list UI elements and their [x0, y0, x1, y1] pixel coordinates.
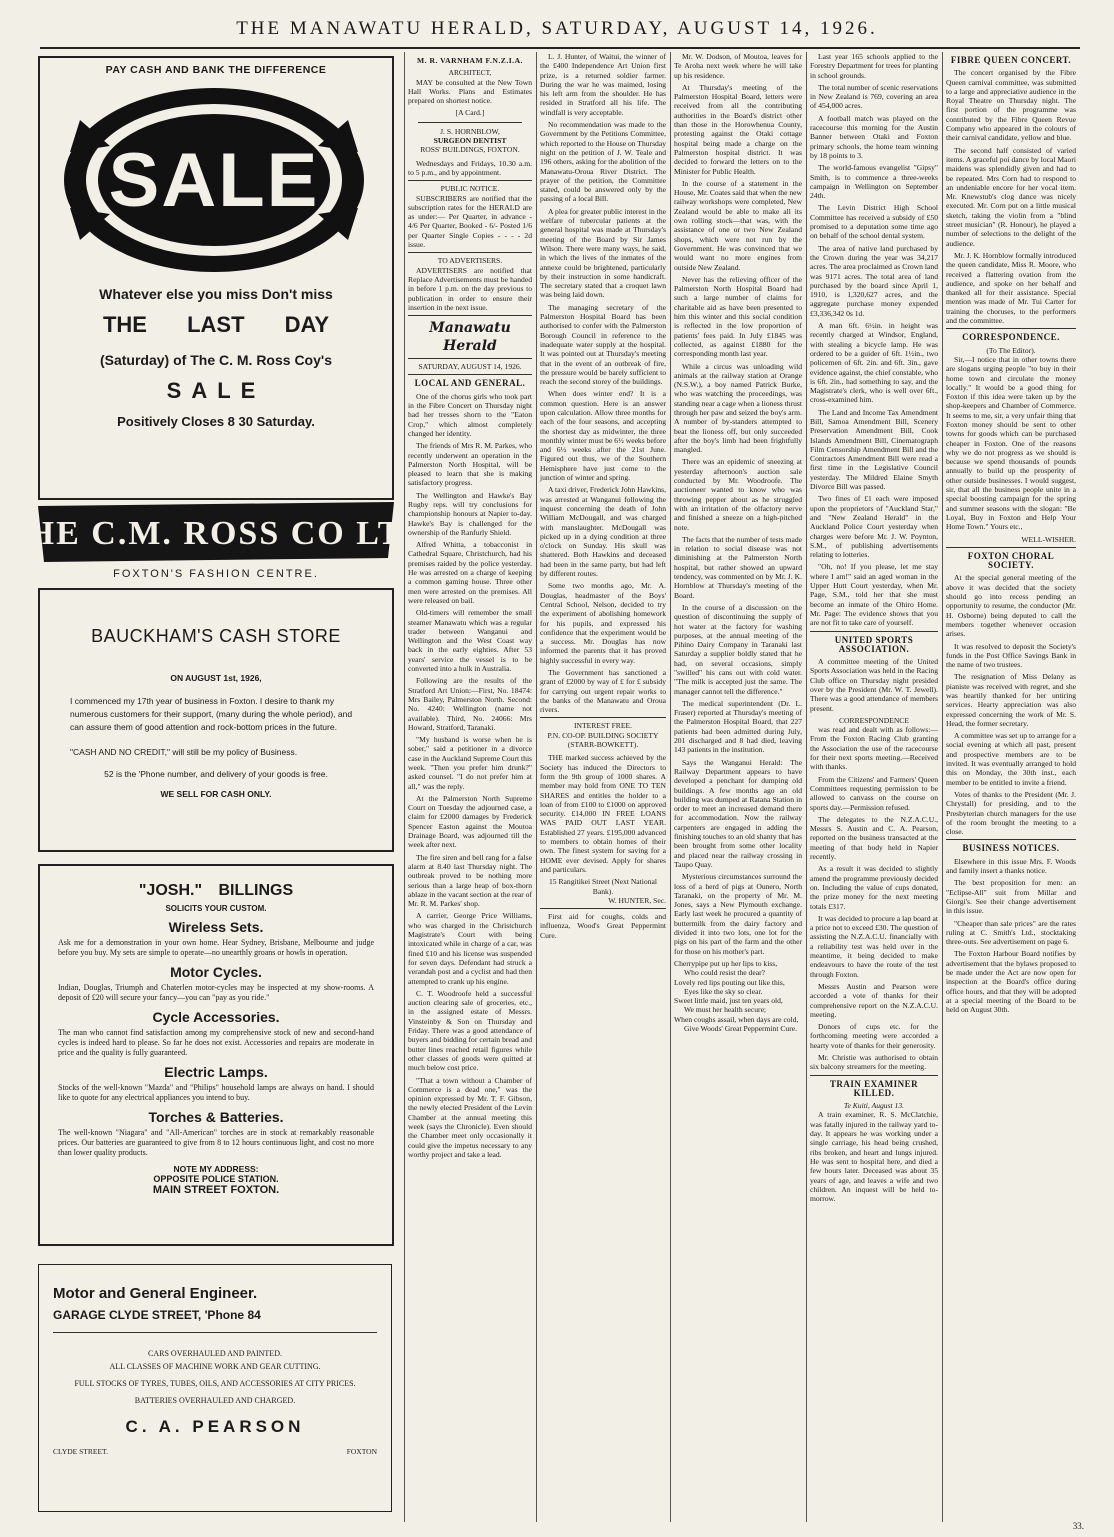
news-item: Alfred Whitta, a tobacconist in Cathedral Square, Christchurch, had his premises raided by the police yesterday. He was arrested on a charge of keeping a common gaming house. Three other men were arrested on the premises. All were released on bail. [408, 540, 532, 605]
ross-line1: Whatever else you miss Don't miss [99, 286, 333, 302]
news-item: was read and dealt with as follows:— From the Foxton Racing Club granting the Association the use of the racecourse for their next sports meeting.—Received with thanks. [810, 725, 938, 772]
news-item: As a result it was decided to slightly amend the programme previously decided on. Including the value of cups donated, the prize money for the next meeting totals £317. [810, 864, 938, 911]
local-general-heading: LOCAL AND GENERAL. [414, 378, 526, 389]
letter-signature: WELL-WISHER. [1021, 534, 1076, 544]
news-item: The second half consisted of varied items. A graceful poi dance by local Maori maidens was splendidly given and had to be repeated. Mrs Corn had to respond to an undeniable encore for her vocal item. Mr. Knewstub's clog dance was nicely executed. Mr. Corn put on a little musical sketch, taking the violin from a "blind street musician" (R. Honour), he played a number of selections to the delight of the audience. [946, 145, 1076, 248]
business-notices-heading: BUSINESS NOTICES. [962, 843, 1060, 854]
ross-line3: (Saturday) of The C. M. Ross Coy's [99, 352, 333, 368]
masthead-rule [40, 47, 1080, 49]
news-item: The friends of Mrs R. M. Parkes, who recently underwent an operation in the Palmerston North Hospital, will be pleased to learn that she is making satisfactory progress. [408, 441, 532, 488]
news-item: One of the chorus girls who took part in the Fibre Concert on Thursday night had her tresses shorn to the "Eaton Crop," which almost completely changed her identity. [408, 391, 532, 438]
news-item: Never has the relieving officer of the Palmerston North Hospital Board had such a large number of claims for charitable aid as have been presented to him this winter and this social condition is reflected in the low proportion of patients' fees paid. In July £1845 was collected, as against £1880 for the corresponding month last year. [674, 274, 802, 359]
rule [540, 908, 666, 909]
pearson-name: C. A. PEARSON [125, 1417, 305, 1436]
news-item: Mr. W. Dodson, of Moutoa, leaves for Te Aroha next week where he will take up his residence. [674, 52, 802, 80]
news-item: The fire siren and bell rang for a false alarm at 8.40 last Thursday night. The outbreak proved to be nothing more serious than a large heap of box-thorn ablaze in the vacant section at the rear of Mr. R. M. Parkes' shop. [408, 852, 532, 909]
poem-line: When coughs assail, when days are cold, [674, 1014, 799, 1024]
to-editor: (To The Editor). [986, 345, 1036, 355]
pearson-street: CLYDE STREET. [53, 1447, 108, 1456]
advertisers-text: ADVERTISERS are notified that Replace Advertisements must be handed in before 1 p.m. on the day previous to publication in order to ensure their insertion in the next issue. [408, 265, 532, 312]
poem-line: Cherrypipe put up her lips to kiss, [674, 958, 778, 968]
bauckham-cash: WE SELL FOR CASH ONLY. [160, 789, 272, 799]
public-notice-heading: PUBLIC NOTICE. [440, 184, 500, 194]
news-item: At Thursday's meeting of the Palmerston Hospital Board, letters were received from all the contributing authorities in the Board's district other than those in the Horowhenua County, protesting against the Otaki cottage hospital being made a charge on the Palmerston hospital district. It was decided to forward the letters on to the Minister for Public Health. [674, 82, 802, 176]
column-rule-5 [942, 52, 943, 1522]
cold-cure-line: First aid for coughs, colds and influenza, Wood's Great Peppermint Cure. [540, 912, 666, 940]
pearson-ad [38, 1264, 392, 1512]
news-item: The area of native land purchased by the Crown during the year was 34,217 acres. The area proclaimed as Crown land was 9171 acres. The total area of land purchased by the board since April 1, 1910, is 1,320,627 acres, and the aggregate purchase money expended £3,336,342 0s 1d. [810, 243, 938, 318]
page-number: 33. [1072, 1521, 1084, 1531]
news-item: "My husband is worse when he is sober," said a petitioner in a divorce case in the Auckland Supreme Court this week. "Then you prefer him drunk?" asked counsel. "I do not prefer him at all," was the reply. [408, 735, 533, 791]
electric-lamps-heading: Electric Lamps. [164, 1064, 268, 1080]
news-item: A carrier, George Price Williams, who was charged in the Christchurch Magistrate's Court with being intoxicated while in charge of a car, was fined £10 and his license was suspended for seven days. Defendant had struck a verandah post and a cyclist and had then attempted to crank up his engine. [408, 911, 532, 986]
billings-note: NOTE MY ADDRESS: [173, 1164, 259, 1174]
news-item: In the course of a statement in the House, Mr. Coates said that when the new railway workshops were completed, New Zealand would be able to make all its own rolling stock—that was, with the assistance of one or two New Zealand shops, which were not run by the Government. He was convinced that we would want no more engines from outside New Zealand. [674, 178, 803, 272]
cycle-accessories-heading: Cycle Accessories. [152, 1009, 280, 1025]
news-item: Last year 165 schools applied to the Forestry Department for trees for planting in school grounds. [810, 52, 938, 80]
pearson-l3: FULL STOCKS OF TYRES, TUBES, OILS, AND ACCESSORIES AT CITY PRICES. [74, 1379, 356, 1388]
news-item: A plea for greater public interest in the welfare of tubercular patients at the general hospital was made at Thursday's meeting of the Board by Sir James Wilson. There were many ways, he said, in which the lives of the inmates of the annexe could be brightened, particularly by their instruction in some handicraft. The secretary stated that a croquet lawn was being laid down. [540, 206, 666, 300]
bauckham-ad [38, 588, 394, 852]
varnham-role: ARCHITECT, [448, 68, 492, 78]
news-item: Says the Wanganui Herald: The Railway Department appears to have developed a penchant for dumping old buildings. A few months ago an old building was dumped at Ratana Station in order to meet an increased demand there for accommodation. Now the railway carpenters are engaged in adding the finishing touches to an old shanty that has been brought from some other locality and placed near the railway crossing in Taupo Quay. [674, 757, 802, 869]
date-line: SATURDAY, AUGUST 14, 1926. [418, 362, 522, 372]
news-item: The total number of scenic reservations in New Zealand is 769, covering an area of 454,000 acres. [810, 82, 938, 111]
news-item: Elsewhere in this issue Mrs. F. Woods and family insert a thanks notice. [946, 856, 1076, 876]
news-item: The delegates to the N.Z.A.C.U., Messrs S. Austin and C. A. Pearson, reported on the business transacted at the meeting of that body held in Napier recently. [810, 814, 938, 862]
bauckham-phone: 52 is the 'Phone number, and delivery of your goods is free. [104, 769, 328, 779]
pearson-town: FOXTON [346, 1447, 377, 1456]
hornblow-hours: Wednesdays and Fridays, 10.30 a.m. to 5 p.m., and by appointment. [408, 158, 532, 177]
news-item: The Levin District High School Committee has received a subsidy of £50 promised to a deputation some time ago on behalf of the school dental system. [810, 203, 938, 241]
sale-word: SALE [108, 138, 320, 223]
poem-line: Lovely red lips pouting out like this, [674, 977, 785, 987]
sale-burst-graphic [40, 80, 388, 280]
news-item: Donors of cups etc. for the forthcoming meeting were accorded a hearty vote of thanks for their generosity. [810, 1022, 938, 1050]
fibre-queen-heading: FIBRE QUEEN CONCERT. [950, 55, 1072, 65]
column-6 [946, 52, 1076, 1522]
poem-line: Eyes like the sky so clear. [684, 986, 763, 996]
electric-lamps-text: Stocks of the well-known "Mazda" and "Philips" household lamps are always on hand. I should like to quote for any electrical appliances you intend to buy. [58, 1083, 374, 1102]
bauckham-title: BAUCKHAM'S CASH STORE [91, 626, 341, 646]
news-item: Two fines of £1 each were imposed upon the proprietors of "Auckland Star," and "New Zealand Herald" in the Auckland Police Court yesterday when charges were before Mr. J. W. Poynton, S.M., of publishing advertisements relating to lotteries. [810, 494, 938, 560]
column-4 [674, 52, 802, 1522]
rule [810, 1075, 938, 1076]
rule [408, 358, 532, 359]
news-item: It was resolved to deposit the Society's funds in the Post Office Savings Bank in the name of two trustees. [946, 641, 1076, 670]
news-item: A committee meeting of the United Sports Association was held in the Racing Club office on Thursday night presided over by the President (Mr. W. T. Jewell). There was a good attendance of members present. [810, 657, 938, 713]
news-item: The Wellington and Hawke's Bay Rugby reps. will try conclusions for championship honours at Napier to-day. Hawke's Bay is challenged for the ownership of the Ranfurly Shield. [408, 490, 532, 537]
news-item: "Cheaper than sale prices" are the rates ruling at C. Smith's Ltd., stocktaking three-outs. See advertisement on page 6. [946, 918, 1076, 947]
letter-text: Sir,—I notice that in other towns there are slogans urging people "to buy in their home town and circulate the money locally." It would be a good thing for Foxton if this idea were taken up by the shop-keepers and Chamber of Commerce. It seems to me, sir, a very unfair thing that Foxton money should be sent to other towns for goods which can be purchased cheaper in Foxton. One of the reasons why we do not progress as we should is because we spend thousands of pounds annually to build up the prosperity of other outside businesses. I would suggest, sir, that all the business people unite in a special boosting campaign for the spring and summer seasons with the slogan: "Be Loyal, Buy in Foxton and Help Your Home Town." Yours etc., [946, 354, 1076, 532]
united-sports-heading: UNITED SPORTS ASSOCIATION. [834, 634, 914, 654]
news-item: In the course of a discussion on the question of discontinuing the supply of hot water at the factory for washing purposes, at the annual meeting of the Pihino Dairy Company in Taranaki last Saturday a supplier boldly stated that he had, on several occasions, simply "swilled" his cans out with cold water. "The milk is accepted just the same. The manager cannot tell the difference." [674, 602, 802, 696]
rule [810, 631, 938, 632]
news-item: A committee was set up to arrange for a social evening at which all past, present and prospective members are to be invited. It was eventually arranged to hold this on Monday, the 30th inst., each member to be entitled to invite a friend. [946, 731, 1076, 787]
news-item: C. T. Woodroofe held a successful auction clearing sale of groceries, etc., in the assigned estate of Messrs. Vinsteinby & Son on Thursday and Friday. There was a good attendance of buyers and bidding for certain bread and butter lines reached retail figures while other classes of goods were quitted at much below cost price. [408, 988, 532, 1073]
varnham-name: M. R. VARNHAM F.N.Z.I.A. [417, 56, 523, 65]
news-item: The Government has sanctioned a grant of £2000 by way of £ for £ subsidy for carrying out urgent repair works to the banks of the Manawatu and Oroua rivers. [540, 668, 666, 715]
ross-line2: THE LAST DAY [102, 312, 330, 337]
news-item: The Foxton Harbour Board notifies by advertisement that the bylaws proposed to be made under the Act are now open for inspection at the Board's office during office hours, and that they will be adopted at a special meeting of the Board to be held on August 30th. [946, 949, 1076, 1015]
news-item: The facts that the number of tests made in relation to social disease was not diminishing at the Palmerston North hospital, but rather showed an upward tendency, was commented on by Mr. J. K. Hornblow at Thursday's meeting of the Board. [674, 534, 802, 600]
column-rule-1 [404, 52, 405, 1522]
train-examiner-heading: TRAIN EXAMINER KILLED. [829, 1078, 919, 1098]
ross-line5: Positively Closes 8 30 Saturday. [117, 414, 315, 429]
column-5 [810, 52, 938, 1522]
billings-addr2: MAIN STREET FOXTON. [152, 1184, 280, 1196]
column-rule-3 [670, 52, 671, 1522]
wireless-heading: Wireless Sets. [168, 919, 264, 935]
pearson-l4: BATTERIES OVERHAULED AND CHARGED. [134, 1396, 296, 1405]
rule [418, 122, 522, 123]
news-item: Votes of thanks to the President (Mr. J. Chrystall) for presiding, and to the Presbyterian church managers for the use of the room brought the meeting to a close. [946, 789, 1076, 837]
pearson-l1: CARS OVERHAULED AND PAINTED. [148, 1349, 282, 1358]
news-item: Mr. Christie was authorised to obtain six balcony streamers for the meeting. [810, 1052, 938, 1072]
rule [408, 315, 532, 316]
news-item: At the Palmerston North Supreme Court on Tuesday the adjourned case, a claim for £2000 damages by Frederick Spencer Easton against the Moutoa Drainage Board, was adjourned till the week after next. [408, 793, 532, 850]
motorcycles-heading: Motor Cycles. [170, 964, 262, 980]
building-society-name: P.N. CO-OP. BUILDING SOCIETY (STARR-BOWKETT). [547, 730, 659, 750]
poem-line: We must her health secure; [684, 1005, 767, 1015]
rule [408, 180, 532, 181]
choral-society-heading: FOXTON CHORAL SOCIETY. [967, 550, 1055, 571]
news-item: At the special general meeting of the above it was decided that the society should go into recess pending an opportunity to resume, the conductor (Mr. H. Osborne) being deputed to call the members together whenever occasion arises. [946, 573, 1076, 639]
ross-line4: SALE [166, 378, 266, 403]
card-label: [A Card.] [455, 108, 485, 118]
news-item: A man 6ft. 6½in. in height was recently charged at Windsor, England, with stealing a bicycle lamp. He was ordered to be a guider of 6ft. 1½in., two policemen of 6ft. 2in. and 6ft. 3in., gave evidence against, the chief constable, who is 6ft. 2in., had something to say, and the Magistrate's clerk, who is well over 6ft., cross-examined him. [810, 321, 938, 405]
news-item: Following are the results of the Stratford Art Union:—First, No. 18474: Mrs Bailey, Palmerston North. Second: No. 4240: Wellington (name not available). Third, No. 24066: Mrs Howard, Stratford, Taranaki. [408, 676, 532, 732]
ross-logo [2, 500, 430, 564]
poem-line: Sweet little maid, just ten years old, [674, 996, 783, 1006]
bauckham-date: ON AUGUST 1st, 1926, [170, 673, 262, 683]
cycle-accessories-text: The man who cannot find satisfaction among my comprehensive stock of new and second-hand cycles is indeed hard to please. So far he does not exist. Accessories and repairs are moderate in price and the quality is fully guaranteed. [58, 1028, 374, 1057]
rule [408, 252, 532, 253]
poem-line: Give Woods' Great Peppermint Cure. [684, 1023, 798, 1033]
bauckham-body: I commenced my 17th year of business in Foxton. I desire to thank my numerous customers for their support, (many during the whole period), and can assure them of good attention and rock-bottom prices in the future. [70, 696, 353, 732]
ross-sale-ad [38, 56, 394, 500]
news-item: When does winter end? It is a common question. Here is an answer upon calculation. Allow three months for each of the four seasons, and accepting the shortest day as midwinter, the three monthly winter must be 6½ weeks before and 6½ weeks after the 21st June. Figured out thus, we of the Southern Hemisphere have just come to the junction of winter and spring. [540, 389, 666, 483]
news-item: Some two months ago, Mr. A. Douglas, headmaster of the Boys' Central School, Nelson, decided to try the experiment of abolishing homework for his pupils, and expressed his confidence that the experiment would be a success. Mr. Douglas has now informed the parents that it has proved highly successful in every way. [540, 581, 666, 665]
news-item: "Oh, no! If you please, let me stay where I am!" said an aged woman in the Upper Hutt Court yesterday, when Mr. Page, S.M., told her that she must become an inmate of the Ohiro Home. Mr. Page: The evidence shows that you are not fit to take care of yourself. [810, 562, 938, 628]
hornblow-role: SURGEON DENTIST [433, 136, 507, 146]
column-3 [540, 52, 666, 1522]
wireless-text: Ask me for a demonstration in your own home. Hear Sydney, Brisbane, Melbourne and judge before you buy. My sets are simple to operate—no unearthly groans or howls in operation. [58, 938, 374, 957]
pearson-l2: ALL CLASSES OF MACHINE WORK AND GEAR CUTTING. [109, 1362, 321, 1371]
news-item: From the Citizens' and Farmers' Queen Committees requesting permission to be allowed to canvass on the course on sports day.—Permission refused. [810, 774, 938, 812]
rule [946, 839, 1076, 840]
hornblow-name: J. S. HORNBLOW, [440, 126, 500, 136]
ross-logo-graphic [2, 500, 430, 564]
motorcycles-text: Indian, Douglas, Triumph and Chaterlen motor-cycles may be inspected at my show-rooms. A deposit of £20 will secure your fancy—you can "pay as you ride." [58, 983, 374, 1002]
billings-addr1: OPPOSITE POLICE STATION. [153, 1174, 279, 1184]
news-item: Mysterious circumstances surround the loss of a herd of pigs at Ounero, North Taranaki, on the property of Mr. M. Jones, says a New Plymouth exchange. Early last week he procured a quantity of buttermilk from the dairy factory and divided it into two lots, one lot for the pigs on his part of the farm and the other for those on his mother's part. [674, 872, 802, 956]
billings-ad [38, 864, 394, 1246]
masthead [0, 0, 1114, 48]
news-item: Mr. J. K. Hornblow formally introduced the queen candidate, Miss R. Moore, who received a flattering ovation from the audience, and spoke on her behalf and thanked all for their assistance. Special mention was made of Mr. Tui Carter for training the choruses, to the performers and the committee. [946, 250, 1076, 326]
ross-fashion-centre: FOXTON'S FASHION CENTRE. [113, 568, 319, 580]
advertisers-heading: TO ADVERTISERS. [437, 256, 503, 266]
news-item: No recommendation was made to the Government by the Petitions Committee, which reported to the House on Thursday night on the petition of J. W. Teale and 196 others, asking for the abolition of the Manawatu-Oroua River District. The prayer of the petition, the Committee stated, could be answered only by the passing of a local Bill. [540, 120, 666, 204]
column-rule-4 [806, 52, 807, 1522]
news-item: The managing secretary of the Palmerston Hospital Board has been authorised to confer with the Palmerston Borough Council in reference to the inadequate water supply at the hospital. It was pointed out at Thursday's meeting that in the event of an outbreak of fire, the pressure would be barely sufficient to reach the second storey of the buildings. [540, 302, 666, 387]
news-item: Messrs Austin and Pearson were accorded a vote of thanks for their comprehensive report on the N.Z.A.C.U. meeting. [810, 981, 938, 1019]
building-society-text: THE marked success achieved by the Society has induced the Directors to form the 9th group of 1000 shares. A member may hold from ONE TO TEN SHARES and entitles the holder to a loan of from £100 to £1000 on approved security. £14,000 IN FREE LOANS WAS PAID OUT LAST YEAR. Established 27 years. £195,000 advanced to members to obtain homes of their own. The finest system for saving for a HOME ever devised. Apply for shares and particulars. [540, 753, 666, 874]
news-item: A train examiner, R. S. McClatchie, was fatally injured in the railway yard to-day. It appears he was working under a single carriage, his head being crushed, ribs broken, and heart and lungs injured. He was sent to hospital here, and died a few hours later. Deceased was about 35 years of age, and leaves a wife and two children. An inquest will be held to-morrow. [810, 1110, 938, 1204]
news-item: A taxi driver, Frederick John Hawkins, was arrested at Wanganui following the inquest concerning the death of John William McDougall, and was charged with manslaughter. McDougall was picked up in a dying condition at three o'clock on Sunday. His skull was shattered. Both Hawkins and deceased had been in the same party, but had left by different routes. [540, 485, 667, 579]
building-society-address: 15 Rangitikei Street (Next National Bank). [549, 877, 657, 896]
column-rule-2 [536, 52, 537, 1522]
bauckham-policy: "CASH AND NO CREDIT," will still be my policy of Business. [70, 747, 298, 757]
news-item: A football match was played on the racecourse this morning for the Austin Banner between Otaki and Foxton primary schools, the home team winning by 18 points to 3. [810, 113, 938, 160]
billings-title: "JOSH." BILLINGS [138, 882, 294, 899]
news-item: The Land and Income Tax Amendment Bill, Samoa Amendment Bill, Scenery Preservation Amendment Bill, Cook Islands Amendment Bill, Cinematograph Film Censorship Amendment Bill and the Contractors Amendment Bill were read a first time in the Legislative Council yesterday. The Mildred Elaine Smyth Divorce Bill was passed. [810, 407, 938, 492]
news-item: The resignation of Miss Delany as pianiste was received with regret, and she was heartily thanked for her untiring services. Hearty appreciation was also expressed concerning the work of Mr. S. Head, the former secretary. [946, 672, 1076, 728]
news-item: The world-famous evangelist "Gipsy" Smith, is to commence a three-weeks campaign in Wellington on September 24th. [810, 163, 938, 201]
rule [408, 374, 532, 375]
subscription-text: SUBSCRIBERS are notified that the subscription rates for the HERALD are as under:— Per Quarter, in advance - 4/6 Per Quarter, Booked - 6/- Posted 1/6 per Quarter Single Copies - - - - 2d issue. [408, 193, 532, 250]
ross-top-line: PAY CASH AND BANK THE DIFFERENCE [105, 64, 327, 76]
building-society-secretary: W. HUNTER, Sec. [608, 895, 666, 905]
poem-line: Who could resist the dear? [684, 968, 765, 978]
building-heading: INTEREST FREE. [573, 721, 633, 731]
rule [946, 328, 1076, 329]
pearson-garage: GARAGE CLYDE STREET, 'Phone 84 [53, 1308, 261, 1322]
news-item: The best proposition for men: an "Eclipse-All" suit from Millar and Giorgi's. See their change advertisement in this issue. [946, 878, 1076, 916]
news-item: The concert organised by the Fibre Queen carnival committee, was submitted to a large and appreciative audience in the Royal Theatre on Thursday night. The first portion of the programme was contributed by the Fibre Queen Revue Company who appeared in the colours of their carnival candidate, yellow and blue. [946, 68, 1076, 143]
column-2 [408, 52, 532, 1522]
news-item: The medical superintendent (Dr. L. Fraser) reported at Thursday's meeting of the Palmerston Hospital Board, that 227 patients had been admitted during July, 201 discharged and 8 had died, leaving 143 patients in the institution. [674, 698, 802, 755]
paper-name: Manawatu Herald [429, 320, 511, 355]
news-item: Old-timers will remember the small steamer Manawatu which was a regular trader between Wanganui and Wellington and the West Coast way back in the early eighties. After 53 years' service the vessel is to be converted into a hulk in Australia. [408, 608, 532, 674]
torches-text: The well-known "Niagara" and "All-American" torches are in stock at remarkably reasonable prices. Our batteries are guaranteed to give from 8 to 12 hours continuous light, and cost no more than lower quality products. [58, 1128, 374, 1157]
torches-heading: Torches & Batteries. [148, 1109, 284, 1125]
news-item: While a circus was unloading wild animals at the railway station at Orange (N.S.W.), a boy named Patrick Burke, who was watching the proceedings, was standing near a cage when a lioness thrust through her paw and seized the boy's arm. A number of by-standers attempted to beat the lioness off, but only succeeded after the boy's limb had been frightfully mangled. [674, 361, 802, 455]
pearson-title: Motor and General Engineer. [53, 1285, 258, 1302]
pearson-footer [53, 1447, 377, 1456]
news-item: "That a town without a Chamber of Commerce is a dead one," was the opinion expressed by Mr. T. F. Gibson, the newly elected President of the Levin Chamber at the annual meeting this week (says the Chronicle). Even should the Chamber meet only occasionally it could give the impetus necessary to any worthy project and take a lead. [408, 1075, 532, 1159]
masthead-title: THE MANAWATU HERALD, SATURDAY, AUGUST 14, 1926. [236, 18, 878, 39]
rule [540, 717, 666, 718]
rule [946, 547, 1076, 548]
ross-logo-text: THE C.M. ROSS CO LTD [2, 515, 430, 552]
correspondence-subheading: CORRESPONDENCE [838, 715, 910, 725]
correspondence-heading: CORRESPONDENCE. [962, 332, 1060, 343]
train-dateline: Te Kuiti, August 13. [843, 1101, 905, 1111]
pearson-rule [53, 1332, 377, 1333]
billings-sub: SOLICITS YOUR CUSTOM. [165, 904, 267, 913]
news-item: There was an epidemic of sneezing at yesterday afternoon's auction sale conducted by Mr. Woodroofe. The auctioneer wanted to know who was throwing pepper about as he struggled with an irritation of the olfactory nerve and finished a sneeze on a high-pitched note. [674, 457, 802, 532]
varnham-text: MAY be consulted at the New Town Hall Works. Plans and Estimates prepared on shortest notice. [408, 77, 532, 106]
hornblow-addr: ROSS' BUILDINGS, FOXTON. [420, 145, 520, 155]
news-item: It was decided to procure a lap board at a price not to exceed £30. The question of assisting the N.Z.A.C.U. financially with a reliability test was held over in the meantime, it being decided to make endeavours to have the route of the test through Foxton. [810, 913, 938, 979]
news-item: L. J. Hunter, of Waitui, the winner of the £400 Independence Art Union first prize, is a returned soldier farmer. During the war he was maimed, losing his left arm from the shoulder. He has resided in Stratford all his life. The windfall is very acceptable. [540, 52, 666, 117]
